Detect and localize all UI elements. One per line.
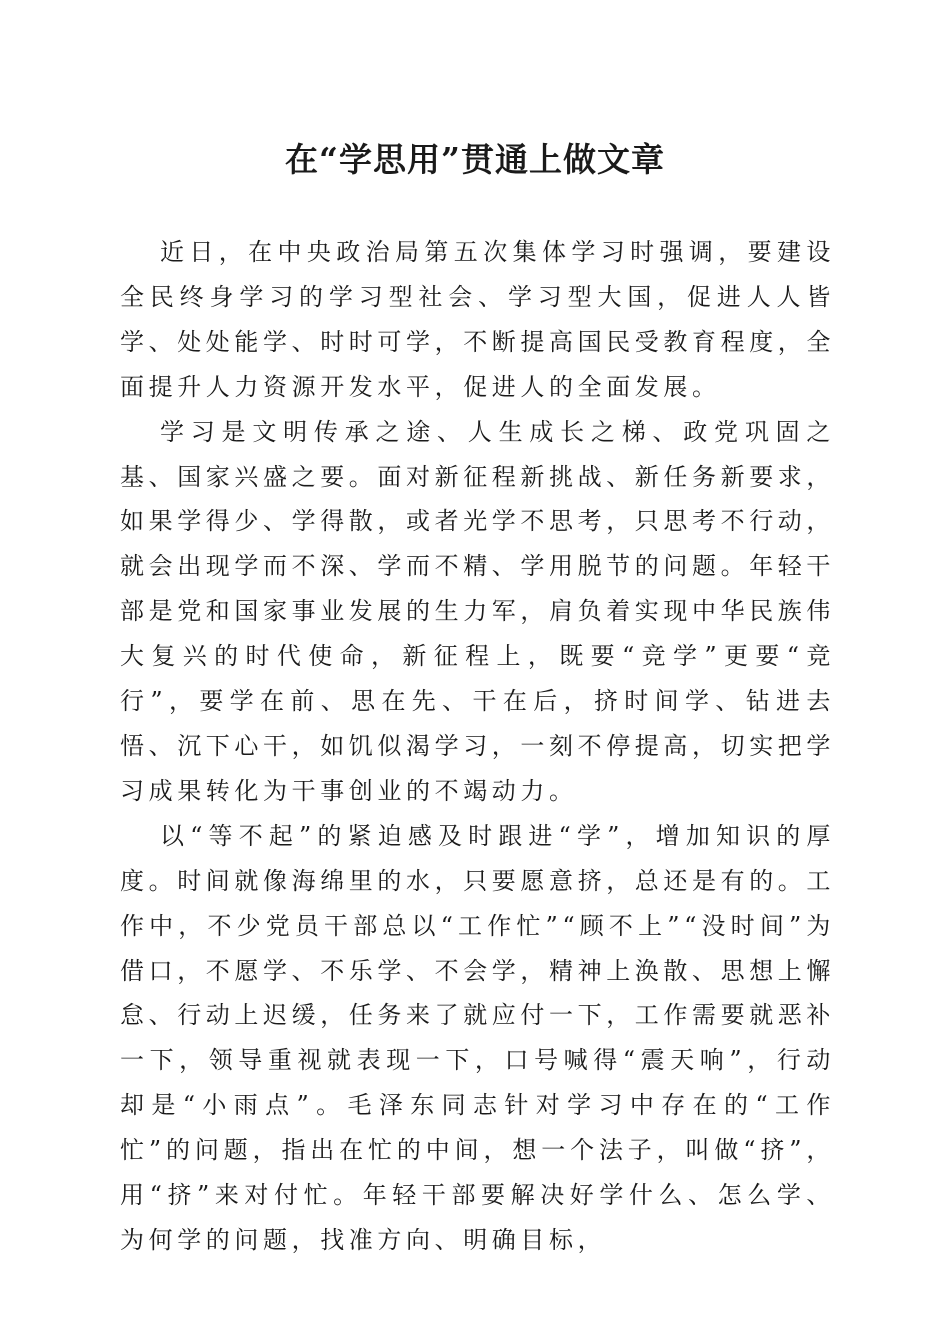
- paragraph-3: 以“等不起”的紧迫感及时跟进“学”，增加知识的厚度。时间就像海绵里的水，只要愿意挤，总还是有的。工作中，不少党员干部总以“工作忙”“顾不上”“没时间”为借口，不愿学、不乐学、不会学，精神上涣散、思想上懈怠、行动上迟缓，任务来了就应付一下，工作需要就恶补一下，领导重视就表现一下，口号喊得“震天响”，行动却是“小雨点”。毛泽东同志针对学习中存在的“工作忙”的问题，指出在忙的中间，想一个法子，叫做“挤”，用“挤”来对付忙。年轻干部要解决好学什么、怎么学、为何学的问题，找准方向、明确目标，: [120, 821, 835, 1254]
- paragraph-1: 近日，在中央政治局第五次集体学习时强调，要建设全民终身学习的学习型社会、学习型大国，促进人人皆学、处处能学、时时可学，不断提高国民受教育程度，全面提升人力资源开发水平，促进人的全面发展。: [120, 238, 835, 401]
- document-title: 在“学思用”贯通上做文章: [285, 140, 665, 179]
- paragraph-2: 学习是文明传承之途、人生成长之梯、政党巩固之基、国家兴盛之要。面对新征程新挑战、新任务新要求，如果学得少、学得散，或者光学不思考，只思考不行动，就会出现学而不深、学而不精、学用脱节的问题。年轻干部是党和国家事业发展的生力军，肩负着实现中华民族伟大复兴的时代使命，新征程上，既要“竞学”更要“竞行”，要学在前、思在先、干在后，挤时间学、钻进去悟、沉下心干，如饥似渴学习，一刻不停提高，切实把学习成果转化为干事创业的不竭动力。: [120, 417, 835, 805]
- document-body: [120, 230, 835, 1263]
